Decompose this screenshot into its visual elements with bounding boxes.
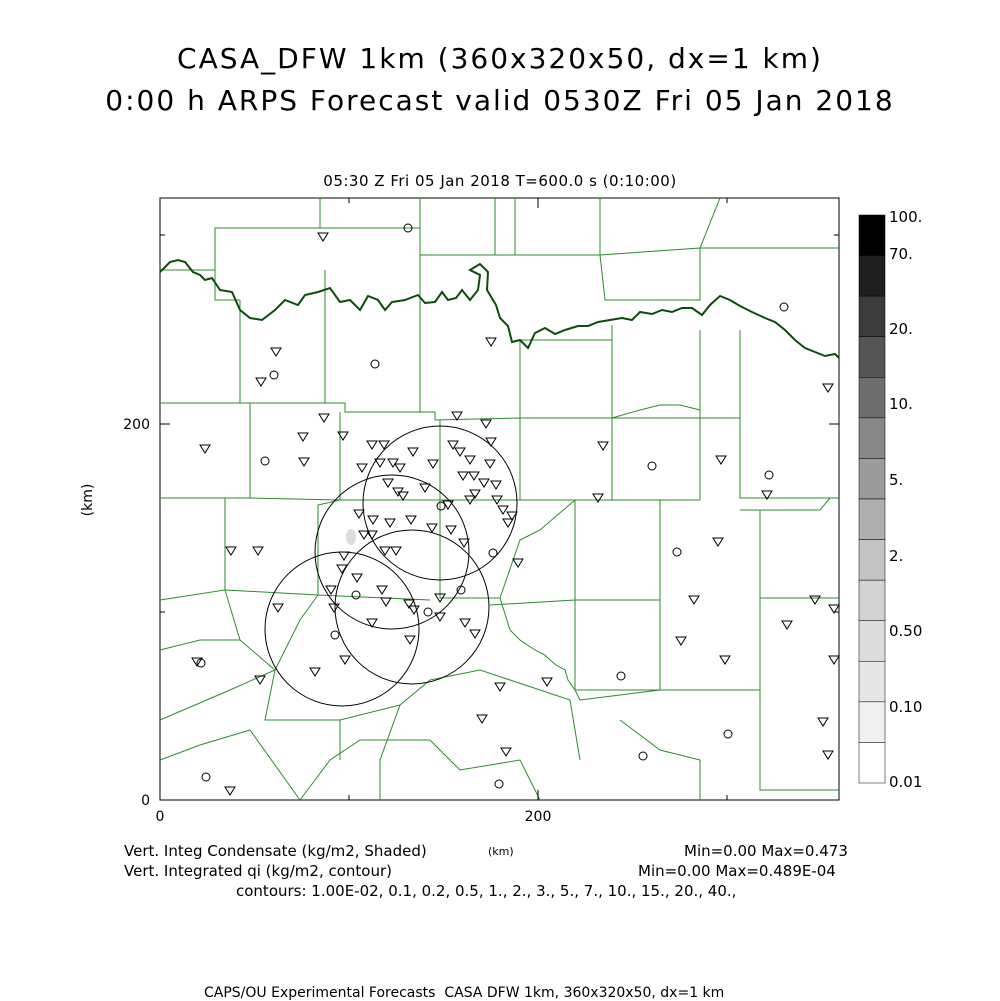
valid-time-subtitle: 05:30 Z Fri 05 Jan 2018 T=600.0 s (0:10:00) bbox=[323, 172, 677, 190]
colorbar-swatch bbox=[859, 661, 885, 702]
footer-line2-left: Vert. Integrated qi (kg/m2, contour) bbox=[124, 862, 393, 880]
footer-line1-left: Vert. Integ Condensate (kg/m2, Shaded) bbox=[124, 842, 427, 860]
colorbar-swatch bbox=[859, 702, 885, 743]
colorbar-label: 5. bbox=[889, 471, 904, 489]
colorbar-label: 100. bbox=[889, 208, 923, 226]
colorbar-swatch bbox=[859, 499, 885, 540]
colorbar-swatch bbox=[859, 621, 885, 662]
colorbar-swatch bbox=[859, 458, 885, 499]
colorbar-label: 70. bbox=[889, 245, 913, 263]
x-axis-label: (km) bbox=[488, 845, 514, 858]
colorbar-label: 0.01 bbox=[889, 773, 923, 791]
credit-line: CAPS/OU Experimental Forecasts CASA DFW 1km, 360x320x50, dx=1 km bbox=[204, 985, 725, 1001]
y-tick-200: 200 bbox=[123, 417, 150, 433]
footer-contours: contours: 1.00E-02, 0.1, 0.2, 0.5, 1., 2., 3., 5., 7., 10., 15., 20., 40., bbox=[236, 882, 737, 900]
x-tick-200: 200 bbox=[524, 809, 552, 825]
colorbar-swatch bbox=[859, 256, 885, 297]
colorbar-swatch bbox=[859, 215, 885, 256]
colorbar-swatch bbox=[859, 418, 885, 459]
y-axis-label: (km) bbox=[80, 483, 96, 517]
colorbar-swatch bbox=[859, 377, 885, 418]
main-title: CASA_DFW 1km (360x320x50, dx=1 km) bbox=[177, 42, 823, 75]
colorbar bbox=[859, 208, 922, 791]
y-tick-0: 0 bbox=[141, 793, 150, 809]
forecast-title: 0:00 h ARPS Forecast valid 0530Z Fri 05 Jan 2018 bbox=[105, 84, 895, 117]
colorbar-swatch bbox=[859, 540, 885, 581]
colorbar-label: 0.50 bbox=[889, 622, 923, 640]
colorbar-swatch bbox=[859, 580, 885, 621]
colorbar-label: 10. bbox=[889, 395, 913, 413]
colorbar-label: 20. bbox=[889, 320, 913, 338]
colorbar-swatch bbox=[859, 296, 885, 337]
colorbar-label: 2. bbox=[889, 547, 904, 565]
map-frame bbox=[160, 198, 839, 800]
colorbar-swatch bbox=[859, 337, 885, 378]
colorbar-label: 0.10 bbox=[889, 698, 923, 716]
condensate-shading bbox=[346, 529, 356, 545]
footer-line1-right: Min=0.00 Max=0.473 bbox=[684, 842, 848, 860]
x-tick-0: 0 bbox=[155, 809, 165, 825]
footer-line2-right: Min=0.00 Max=0.489E-04 bbox=[638, 862, 836, 880]
colorbar-swatch bbox=[859, 742, 885, 783]
